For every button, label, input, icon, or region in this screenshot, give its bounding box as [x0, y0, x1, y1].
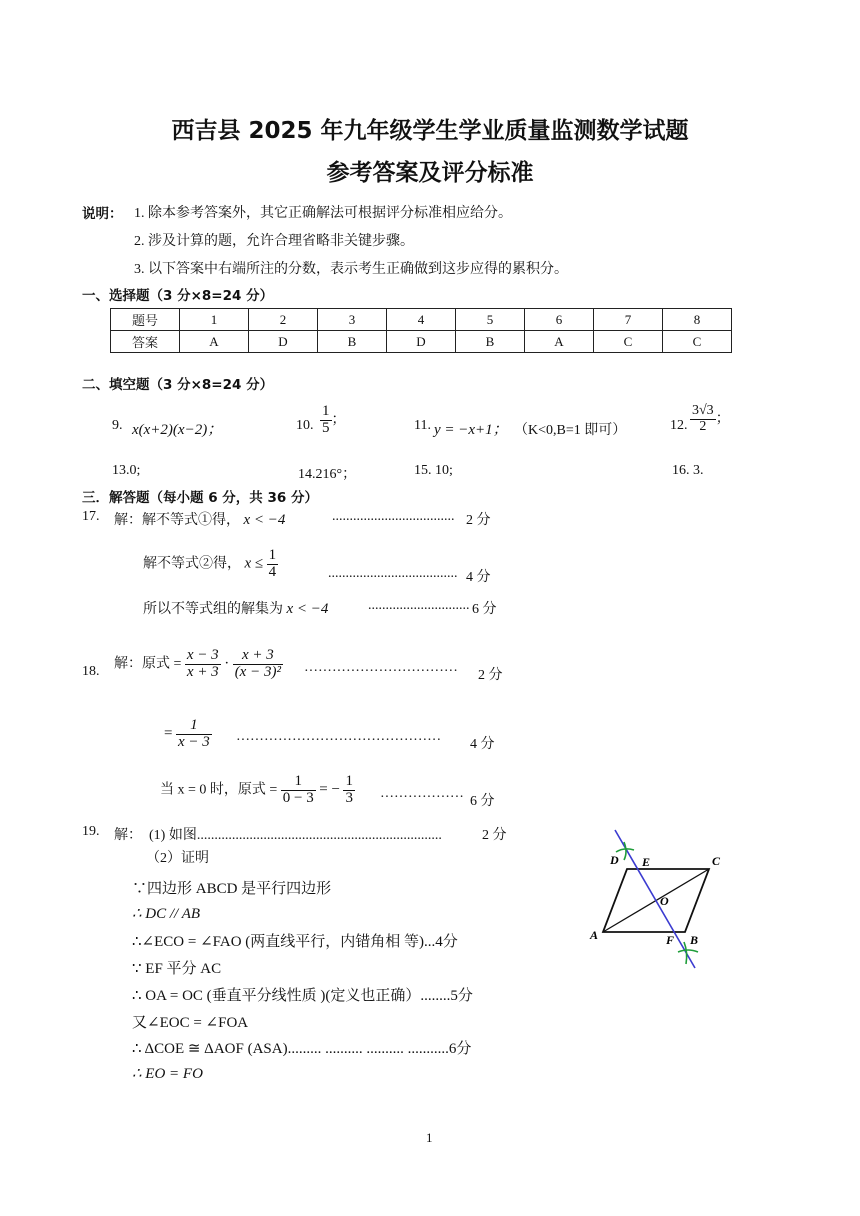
q17-step1-score: 2 分	[466, 513, 491, 528]
q12-numerator: 3√3	[692, 403, 714, 418]
q18-step3-score: 6 分	[470, 794, 495, 809]
q17-step2-dots: .....................................	[328, 566, 458, 581]
q18-fraction4-denominator: 0 − 3	[282, 789, 314, 806]
q19-part1: (1) 如图......................................................................	[149, 828, 442, 843]
arc-mark-bottom-2	[684, 942, 687, 964]
q12-tail: ；	[715, 411, 730, 427]
table-cell: 8	[663, 309, 732, 331]
q18-step1: 解：原式 = $\frac{x - 3}{x + 3}$ · $\frac{x + 3}{\text{(x − 3)²}}$	[114, 647, 281, 680]
q12-label: 12.	[670, 418, 688, 433]
q18-step3	[160, 774, 355, 807]
q17-step3-dots: .............................	[368, 598, 470, 613]
note-item-2: 2. 涉及计算的题，允许合理省略非关键步骤。	[134, 234, 414, 249]
q17-step1-dots: ...................................	[332, 509, 455, 524]
q19-step: ∴ EO = FO	[132, 1066, 203, 1082]
table-cell: D	[387, 331, 456, 353]
q17-step3-score: 6 分	[472, 602, 497, 617]
q10-numerator: 1	[322, 403, 330, 419]
vertex-label-d: D	[610, 853, 619, 867]
table-cell: 7	[594, 309, 663, 331]
q18-step1-text: 解：原式 =	[114, 656, 182, 672]
q10-tail: ；	[331, 412, 346, 428]
q18-step2-dots: ············································	[236, 733, 442, 748]
q17-step3-text: 所以不等式组的解集为	[143, 602, 283, 617]
q9-label: 9.	[112, 418, 123, 433]
point-label-f: F	[666, 933, 675, 947]
q17-label: 17.	[82, 509, 100, 524]
table-row-questions	[111, 309, 732, 331]
table-cell: B	[456, 331, 525, 353]
q17-step3	[143, 598, 328, 618]
q18-fraction5-numerator: 1	[345, 773, 353, 789]
q14-answer: 14.216°；	[298, 467, 357, 482]
q17-step3-math: x < −4	[286, 601, 329, 617]
answer-table	[110, 308, 732, 353]
q16-answer: 16. 3.	[672, 463, 704, 478]
q17-step2-math: x ≤	[244, 555, 264, 572]
q10-denominator: 5	[322, 419, 330, 436]
q10-answer	[320, 404, 346, 437]
table-cell: D	[249, 331, 318, 353]
arc-mark-top-1	[616, 849, 634, 852]
document-title: 西吉县 2025 年九年级学生学业质量监测数学试题	[171, 118, 689, 144]
q19-part2-heading: （2）证明	[146, 851, 209, 866]
section3-heading: 三．解答题（每小题 6 分，共 36 分）	[82, 490, 318, 506]
q18-fraction5-denominator: 3	[345, 789, 353, 806]
table-cell: B	[318, 331, 387, 353]
q18-fraction2-denominator: (x − 3)²	[234, 663, 281, 680]
q19-step: ∴ OA = OC (垂直平分线性质 )(定义也正确）........5分	[132, 988, 473, 1004]
table-cell: A	[525, 331, 594, 353]
table-row-answers	[111, 331, 732, 353]
q18-step3-dots: ··················	[380, 790, 464, 805]
q10-label: 10.	[296, 418, 314, 433]
q17-step1-text: 解：解不等式①得，	[114, 513, 240, 528]
q18-label: 18.	[82, 664, 100, 679]
q18-step2	[164, 718, 212, 751]
table-cell: 3	[318, 309, 387, 331]
q12-denominator: 2	[699, 418, 707, 434]
q19-step: ∵ EF 平分 AC	[132, 961, 222, 977]
q17-step2-text: 解不等式②得，	[143, 556, 241, 572]
q12-answer	[690, 404, 730, 434]
table-cell: 6	[525, 309, 594, 331]
q19-part1-score: 2 分	[482, 828, 507, 843]
q17-step2-numerator: 1	[268, 547, 277, 563]
section1-heading: 一、选择题（3 分×8=24 分）	[82, 288, 274, 304]
arc-mark-bottom-1	[678, 950, 698, 952]
q18-fraction2-numerator: x + 3	[233, 648, 283, 665]
q17-step2-score: 4 分	[466, 570, 491, 585]
q19-step: ∴∠ECO = ∠FAO (两直线平行，内错角相 等)...4分	[132, 934, 458, 950]
point-label-e: E	[642, 855, 651, 869]
q18-step3-text: 当 x = 0 时，原式 =	[160, 782, 278, 798]
q19-prefix: 解：	[114, 828, 142, 843]
table-cell: 5	[456, 309, 525, 331]
arc-mark-top-2	[624, 842, 626, 860]
q18-step1-dots: ·································	[304, 664, 458, 679]
table-cell: C	[594, 331, 663, 353]
table-cell: 1	[180, 309, 249, 331]
q11-note: （K<0,B=1 即可）	[514, 423, 627, 438]
q17-step1	[114, 509, 285, 529]
q18-step3-equals: = −	[319, 781, 340, 798]
q9-answer: x(x+2)(x−2)；	[132, 422, 223, 438]
point-label-o: O	[660, 894, 669, 908]
parallelogram-figure	[580, 822, 730, 972]
q19-step: ∵四边形 ABCD 是平行四边形	[132, 881, 332, 897]
q18-fraction3-denominator: x − 3	[177, 733, 210, 750]
q15-answer: 15. 10;	[414, 463, 453, 478]
table-cell: 2	[249, 309, 318, 331]
q13-answer: 13.0;	[112, 463, 141, 478]
vertex-label-c: C	[712, 854, 721, 868]
table-header-answer: 答案	[111, 331, 180, 353]
q19-label: 19.	[82, 824, 100, 839]
q19-step: 又∠EOC = ∠FOA	[132, 1015, 249, 1031]
table-cell: A	[180, 331, 249, 353]
page-number: 1	[426, 1130, 433, 1145]
q18-fraction4-numerator: 1	[281, 774, 316, 791]
q18-fraction1-numerator: x − 3	[186, 647, 219, 663]
table-cell: 4	[387, 309, 456, 331]
note-item-1: 1. 除本参考答案外，其它正确解法可根据评分标准相应给分。	[134, 206, 512, 221]
document-subtitle: 参考答案及评分标准	[326, 160, 534, 186]
vertex-label-b: B	[690, 933, 699, 947]
q17-step2-denominator: 4	[268, 563, 277, 580]
q17-step2	[143, 548, 278, 581]
q19-step: ∴ DC // AB	[132, 906, 201, 922]
table-cell: C	[663, 331, 732, 353]
q18-step2-score: 4 分	[470, 737, 495, 752]
q18-fraction3-numerator: 1	[176, 718, 212, 735]
notes-label: 说明：	[82, 206, 123, 222]
perpendicular-bisector-line	[615, 830, 695, 968]
q18-step2-equals: =	[164, 725, 173, 742]
q11-answer: y = −x+1；	[434, 422, 508, 438]
q18-step1-score: 2 分	[478, 668, 503, 683]
table-header-question: 题号	[111, 309, 180, 331]
q18-fraction1-denominator: x + 3	[186, 663, 219, 680]
note-item-3: 3. 以下答案中右端所注的分数，表示考生正确做到这步应得的累积分。	[134, 262, 568, 277]
q11-label: 11.	[414, 418, 431, 433]
q19-step: ∴ ΔCOE ≅ ΔAOF (ASA)......... .......... .......... ...........6分	[132, 1041, 472, 1057]
vertex-label-a: A	[590, 928, 599, 942]
q17-step1-math: x < −4	[243, 512, 286, 528]
section2-heading: 二、填空题（3 分×8=24 分）	[82, 377, 274, 393]
